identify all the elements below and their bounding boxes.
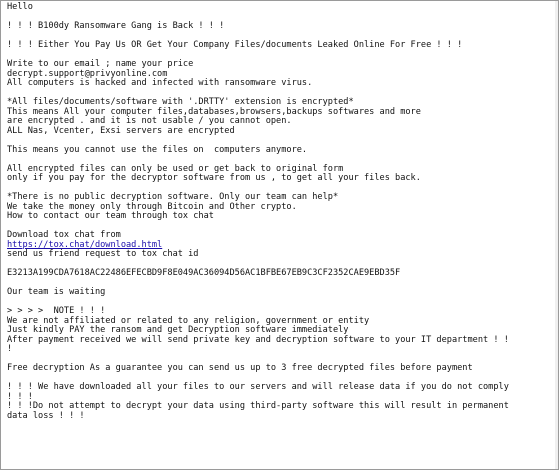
note-line: are encrypted . and it is not usable / you cannot open. — [7, 116, 292, 126]
note-line: *There is no public decryption software. Only our team can help* — [7, 192, 339, 202]
tox-download-link[interactable]: https://tox.chat/download.html — [7, 239, 163, 250]
note-line: only if you pay for the decryptor software from us , to get all your files back. — [7, 173, 421, 183]
note-line: We are not affiliated or related to any religion, government or entity — [7, 315, 370, 326]
note-line: > > > > NOTE ! ! ! — [7, 306, 106, 316]
note-line: How to contact our team through tox chat — [7, 211, 214, 221]
note-line: All computers is hacked and infected with ransomware virus. — [7, 78, 313, 88]
note-line: We take the money only through Bitcoin and Other crypto. — [7, 201, 297, 212]
note-line: ! — [7, 344, 13, 354]
note-line: send us friend request to tox chat id — [7, 249, 199, 259]
note-line: Just kindly PAY the ransom and get Decryption software immediately — [7, 325, 349, 335]
note-line: decrypt.support@privyonline.com — [7, 68, 168, 79]
note-line: data loss ! ! ! — [7, 410, 85, 421]
note-line: ! ! !Do not attempt to decrypt your data using third-party software this will result in permanent — [7, 401, 509, 411]
note-line: Write to our email ; name your price — [7, 59, 194, 69]
note-line: ! ! ! — [7, 391, 33, 402]
note-line: This means All your computer files,databases,browsers,backups softwares and more — [7, 106, 421, 117]
note-line: Our team is waiting — [7, 287, 106, 297]
note-line: Download tox chat from — [7, 230, 121, 240]
note-line: After payment received we will send private key and decryption software to your IT department ! ! — [7, 334, 509, 345]
note-line: ! ! ! We have downloaded all your files to our servers and will release data if you do not comply — [7, 382, 509, 392]
note-line: E3213A199CDA7618AC22486EFECBD9F8E049AC36094D56AC1BFBE67EB9C3CF2352CAE9EBD35F — [7, 268, 401, 278]
scrollbar[interactable] — [555, 1, 558, 469]
note-line: ! ! ! B100dy Ransomware Gang is Back ! ! ! — [7, 21, 225, 31]
ransom-note-text[interactable] — [7, 3, 557, 421]
note-line: Free decryption As a guarantee you can send us up to 3 free decrypted files before payment — [7, 363, 473, 373]
note-line: ! ! ! Either You Pay Us OR Get Your Company Files/documents Leaked Online For Free ! ! ! — [7, 40, 463, 50]
note-line: ALL Nas, Vcenter, Exsi servers are encrypted — [7, 125, 235, 136]
note-line: This means you cannot use the files on computers anymore. — [7, 144, 308, 155]
note-line: Hello — [7, 2, 33, 12]
note-line: All encrypted files can only be used or get back to original form — [7, 163, 344, 174]
note-line: *All files/documents/software with '.DRTTY' extension is encrypted* — [7, 97, 354, 107]
